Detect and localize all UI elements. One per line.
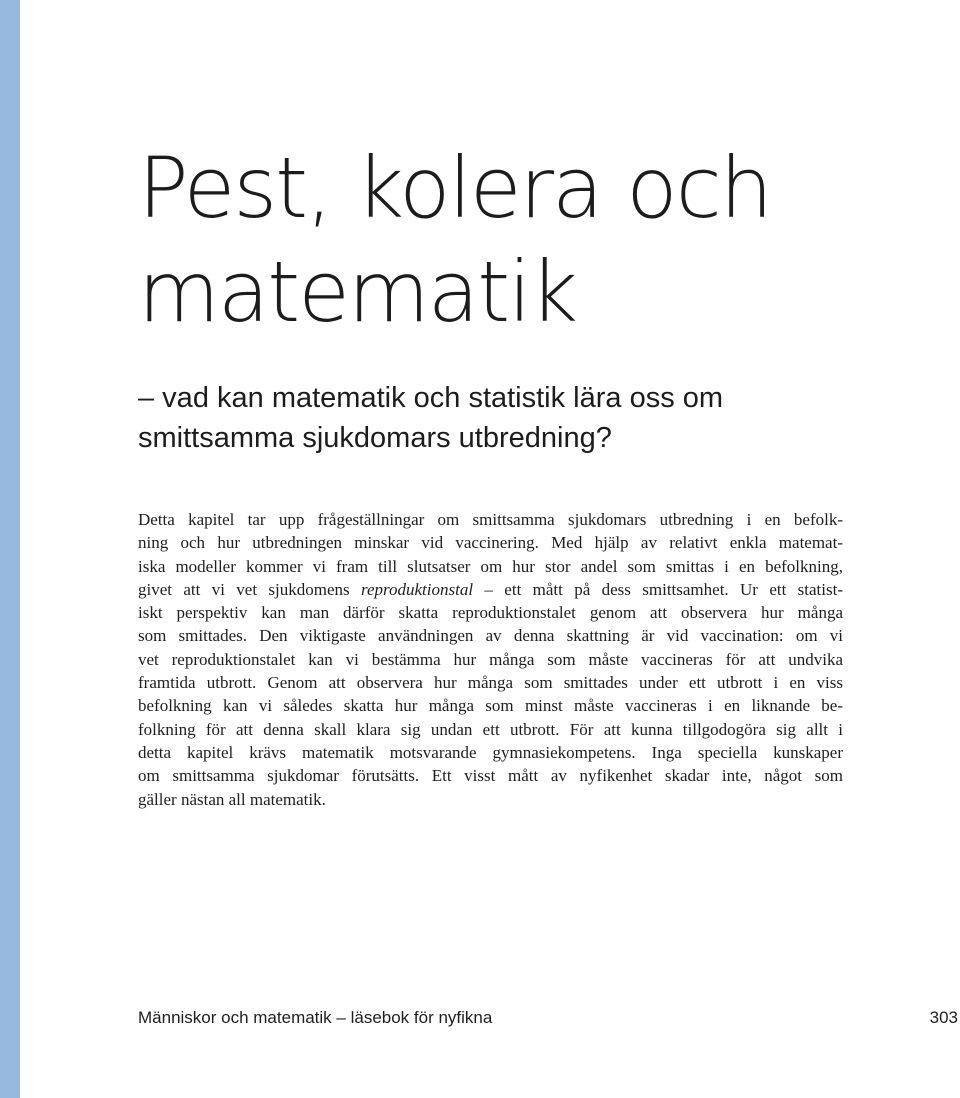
- chapter-subtitle-line: – vad kan matematik och statistik lära oss om: [138, 382, 724, 414]
- paragraph-line: iska modeller kommer vi fram till slutsatser om hur stor andel som smittas i en befolkning,: [138, 556, 843, 576]
- paragraph-line: folkning för att denna skall klara sig undan ett utbrott. För att kunna tillgodogöra sig allt i: [138, 719, 843, 739]
- paragraph-line: som smittades. Den viktigaste användningen av denna skattning är vid vaccination: om vi: [138, 626, 843, 646]
- page-number: 303: [929, 1008, 958, 1027]
- paragraph-line: om smittsamma sjukdomar förutsätts. Ett visst mått av nyfikenhet skadar inte, något som: [138, 766, 843, 786]
- chapter-subtitle-line: smittsamma sjukdomars utbredning?: [138, 422, 612, 454]
- paragraph-text-segment: – ett mått på dess smittsamhet. Ur ett statist-: [473, 579, 844, 599]
- emphasized-term: reproduktionstal: [361, 579, 474, 599]
- intro-paragraph: [138, 508, 843, 811]
- paragraph-line: Detta kapitel tar upp frågeställningar om smittsamma sjukdomars utbredning i en befolk-: [138, 510, 843, 529]
- paragraph-line: gäller nästan all matematik.: [138, 789, 326, 809]
- paragraph-line: detta kapitel krävs matematik motsvarande gymnasiekompetens. Inga speciella kunskaper: [138, 742, 843, 762]
- chapter-title: [138, 136, 938, 344]
- paragraph-line: iskt perspektiv kan man därför skatta reproduktionstalet genom att observera hur många: [138, 603, 843, 623]
- paragraph-line: framtida utbrott. Genom att observera hur många som smittades under ett utbrott i en viss: [138, 673, 843, 693]
- paragraph-line: ning och hur utbredningen minskar vid vaccinering. Med hjälp av relativt enkla matemat-: [138, 533, 843, 553]
- footer-book-title: Människor och matematik – läsebok för nyfikna: [138, 1008, 493, 1027]
- chapter-title-line: matematik: [138, 243, 577, 341]
- chapter-subtitle: [138, 378, 938, 458]
- paragraph-line: vet reproduktionstalet kan vi bestämma hur många som måste vaccineras för att undvika: [138, 649, 843, 669]
- side-color-bar: [0, 0, 20, 1098]
- paragraph-line: [138, 578, 843, 601]
- chapter-title-line: Pest, kolera och: [138, 139, 772, 237]
- paragraph-text-segment: givet att vi vet sjukdomens: [138, 579, 361, 599]
- paragraph-line: befolkning kan vi således skatta hur många som minst måste vaccineras i en liknande be-: [138, 696, 843, 716]
